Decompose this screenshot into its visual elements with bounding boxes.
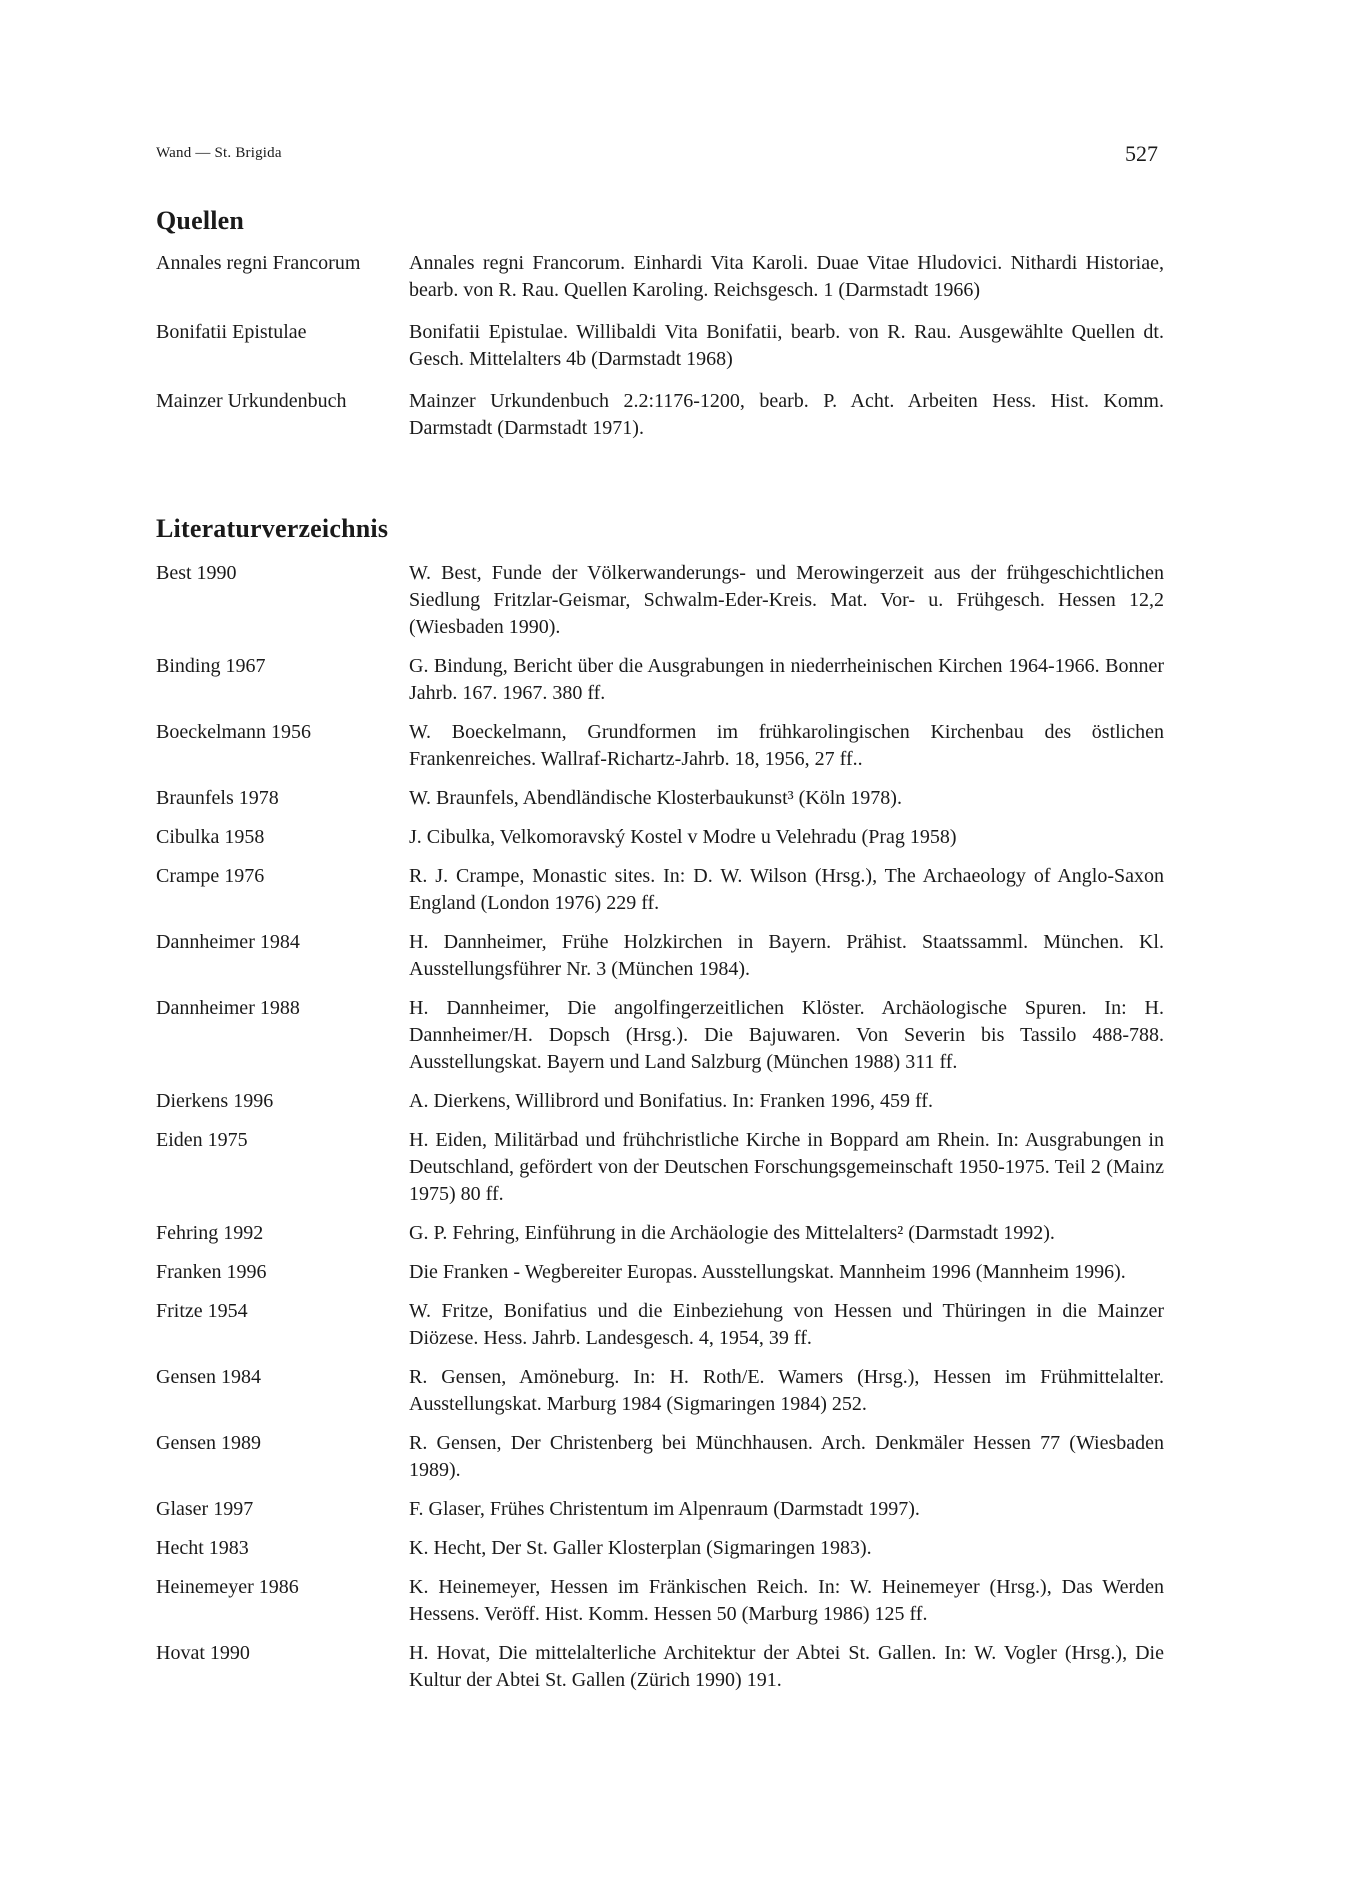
- literatur-entry-key: Cibulka 1958: [156, 826, 265, 848]
- page-number: 527: [1125, 141, 1158, 166]
- literatur-entry-key: Eiden 1975: [156, 1129, 248, 1151]
- literatur-entry-key: Fehring 1992: [156, 1222, 264, 1244]
- quellen-entry: [0, 388, 1366, 442]
- literatur-entry-key: Binding 1967: [156, 655, 266, 677]
- quellen-heading: Quellen: [156, 206, 245, 235]
- literatur-entry-key: Franken 1996: [156, 1261, 267, 1283]
- literatur-entry: [0, 995, 1366, 1076]
- literatur-entry-text: K. Heinemeyer, Hessen im Fränkischen Reich. In: W. Heinemeyer (Hrsg.), Das Werden Hessens. Veröff. Hist. Komm. Hessen 50 (Marburg 1986) 125 ff.: [409, 1576, 1164, 1625]
- literatur-entry-text: A. Dierkens, Willibrord und Bonifatius. In: Franken 1996, 459 ff.: [409, 1090, 933, 1112]
- literatur-entry: [0, 1430, 1366, 1484]
- literatur-entry-key: Gensen 1989: [156, 1432, 261, 1454]
- literatur-entry-text: W. Best, Funde der Völkerwanderungs- und Merowingerzeit aus der frühgeschichtlichen Siedlung Fritzlar-Geismar, Schwalm-Eder-Kreis. Mat. Vor- u. Frühgesch. Hessen 12,2 (Wiesbaden 1990).: [409, 562, 1164, 638]
- literatur-entry-key: Dannheimer 1988: [156, 997, 300, 1019]
- literatur-entry: [0, 824, 1366, 851]
- literatur-entry-key: Heinemeyer 1986: [156, 1576, 299, 1598]
- literatur-list: [0, 560, 1366, 1706]
- literatur-entry: [0, 1259, 1366, 1286]
- literatur-entry: [0, 653, 1366, 707]
- quellen-entry: [0, 319, 1366, 373]
- literatur-entry-key: Glaser 1997: [156, 1498, 254, 1520]
- literatur-entry: [0, 863, 1366, 917]
- literatur-entry-text: G. Bindung, Bericht über die Ausgrabungen in niederrheinischen Kirchen 1964-1966. Bonner Jahrb. 167. 1967. 380 ff.: [409, 655, 1164, 704]
- literatur-entry-key: Fritze 1954: [156, 1300, 248, 1322]
- literatur-entry: [0, 1127, 1366, 1208]
- literatur-entry-text: H. Dannheimer, Die angolfingerzeitlichen Klöster. Archäologische Spuren. In: H. Dannheimer/H. Dopsch (Hrsg.). Die Bajuwaren. Von Severin bis Tassilo 488-788. Ausstellungskat. Bayern und Land Salzburg (München 1988) 311 ff.: [409, 997, 1164, 1073]
- literatur-heading: Literaturverzeichnis: [156, 514, 389, 543]
- literatur-entry-key: Dannheimer 1984: [156, 931, 300, 953]
- literatur-entry-key: Best 1990: [156, 562, 237, 584]
- literatur-entry: [0, 929, 1366, 983]
- quellen-entry-text: Annales regni Francorum. Einhardi Vita Karoli. Duae Vitae Hludovici. Nithardi Historiae, bearb. von R. Rau. Quellen Karoling. Reichsgesch. 1 (Darmstadt 1966): [409, 252, 1164, 301]
- literatur-entry-text: R. J. Crampe, Monastic sites. In: D. W. Wilson (Hrsg.), The Archaeology of Anglo-Saxon England (London 1976) 229 ff.: [409, 865, 1164, 914]
- literatur-entry: [0, 1640, 1366, 1694]
- literatur-entry: [0, 1298, 1366, 1352]
- literatur-entry-key: Crampe 1976: [156, 865, 265, 887]
- literatur-entry-key: Hovat 1990: [156, 1642, 250, 1664]
- literatur-entry-text: J. Cibulka, Velkomoravský Kostel v Modre u Velehradu (Prag 1958): [409, 826, 957, 848]
- literatur-entry-key: Gensen 1984: [156, 1366, 261, 1388]
- quellen-entry-key: Bonifatii Epistulae: [156, 321, 307, 343]
- literatur-entry: [0, 1220, 1366, 1247]
- running-head: Wand — St. Brigida: [156, 145, 282, 161]
- quellen-list: [0, 250, 1366, 457]
- literatur-entry: [0, 1574, 1366, 1628]
- quellen-entry-key: Mainzer Urkundenbuch: [156, 390, 347, 412]
- literatur-entry-text: W. Fritze, Bonifatius und die Einbeziehung von Hessen und Thüringen in die Mainzer Diözese. Hess. Jahrb. Landesgesch. 4, 1954, 39 ff.: [409, 1300, 1164, 1349]
- literatur-entry: [0, 1496, 1366, 1523]
- quellen-entry-text: Bonifatii Epistulae. Willibaldi Vita Bonifatii, bearb. von R. Rau. Ausgewählte Quellen dt. Gesch. Mittelalters 4b (Darmstadt 1968): [409, 321, 1164, 370]
- literatur-entry-key: Dierkens 1996: [156, 1090, 274, 1112]
- literatur-entry-text: W. Braunfels, Abendländische Klosterbaukunst³ (Köln 1978).: [409, 787, 902, 809]
- literatur-entry: [0, 1535, 1366, 1562]
- literatur-entry: [0, 719, 1366, 773]
- literatur-entry: [0, 1088, 1366, 1115]
- quellen-entry: [0, 250, 1366, 304]
- literatur-entry-text: R. Gensen, Amöneburg. In: H. Roth/E. Wamers (Hrsg.), Hessen im Frühmittelalter. Ausstellungskat. Marburg 1984 (Sigmaringen 1984) 252.: [409, 1366, 1164, 1415]
- literatur-entry-text: H. Eiden, Militärbad und frühchristliche Kirche in Boppard am Rhein. In: Ausgrabungen in Deutschland, gefördert von der Deutschen Forschungsgemeinschaft 1950-1975. Teil 2 (Mainz 1975) 80 ff.: [409, 1129, 1164, 1205]
- quellen-entry-key: Annales regni Francorum: [156, 252, 361, 274]
- literatur-entry-key: Hecht 1983: [156, 1537, 249, 1559]
- literatur-entry-key: Boeckelmann 1956: [156, 721, 311, 743]
- literatur-entry: [0, 785, 1366, 812]
- literatur-entry-text: H. Dannheimer, Frühe Holzkirchen in Bayern. Prähist. Staatssamml. München. Kl. Ausstellungsführer Nr. 3 (München 1984).: [409, 931, 1164, 980]
- literatur-entry-text: W. Boeckelmann, Grundformen im frühkarolingischen Kirchenbau des östlichen Frankenreiches. Wallraf-Richartz-Jahrb. 18, 1956, 27 ff..: [409, 721, 1164, 770]
- literatur-entry-text: K. Hecht, Der St. Galler Klosterplan (Sigmaringen 1983).: [409, 1537, 872, 1559]
- quellen-entry-text: Mainzer Urkundenbuch 2.2:1176-1200, bearb. P. Acht. Arbeiten Hess. Hist. Komm. Darmstadt (Darmstadt 1971).: [409, 390, 1164, 439]
- literatur-entry: [0, 560, 1366, 641]
- literatur-entry-text: R. Gensen, Der Christenberg bei Münchhausen. Arch. Denkmäler Hessen 77 (Wiesbaden 1989).: [409, 1432, 1164, 1481]
- literatur-entry-text: H. Hovat, Die mittelalterliche Architektur der Abtei St. Gallen. In: W. Vogler (Hrsg.), Die Kultur der Abtei St. Gallen (Zürich 1990) 191.: [409, 1642, 1164, 1691]
- literatur-entry-text: F. Glaser, Frühes Christentum im Alpenraum (Darmstadt 1997).: [409, 1498, 920, 1520]
- literatur-entry-text: G. P. Fehring, Einführung in die Archäologie des Mittelalters² (Darmstadt 1992).: [409, 1222, 1055, 1244]
- literatur-entry-text: Die Franken - Wegbereiter Europas. Ausstellungskat. Mannheim 1996 (Mannheim 1996).: [409, 1261, 1126, 1283]
- literatur-entry: [0, 1364, 1366, 1418]
- literatur-entry-key: Braunfels 1978: [156, 787, 279, 809]
